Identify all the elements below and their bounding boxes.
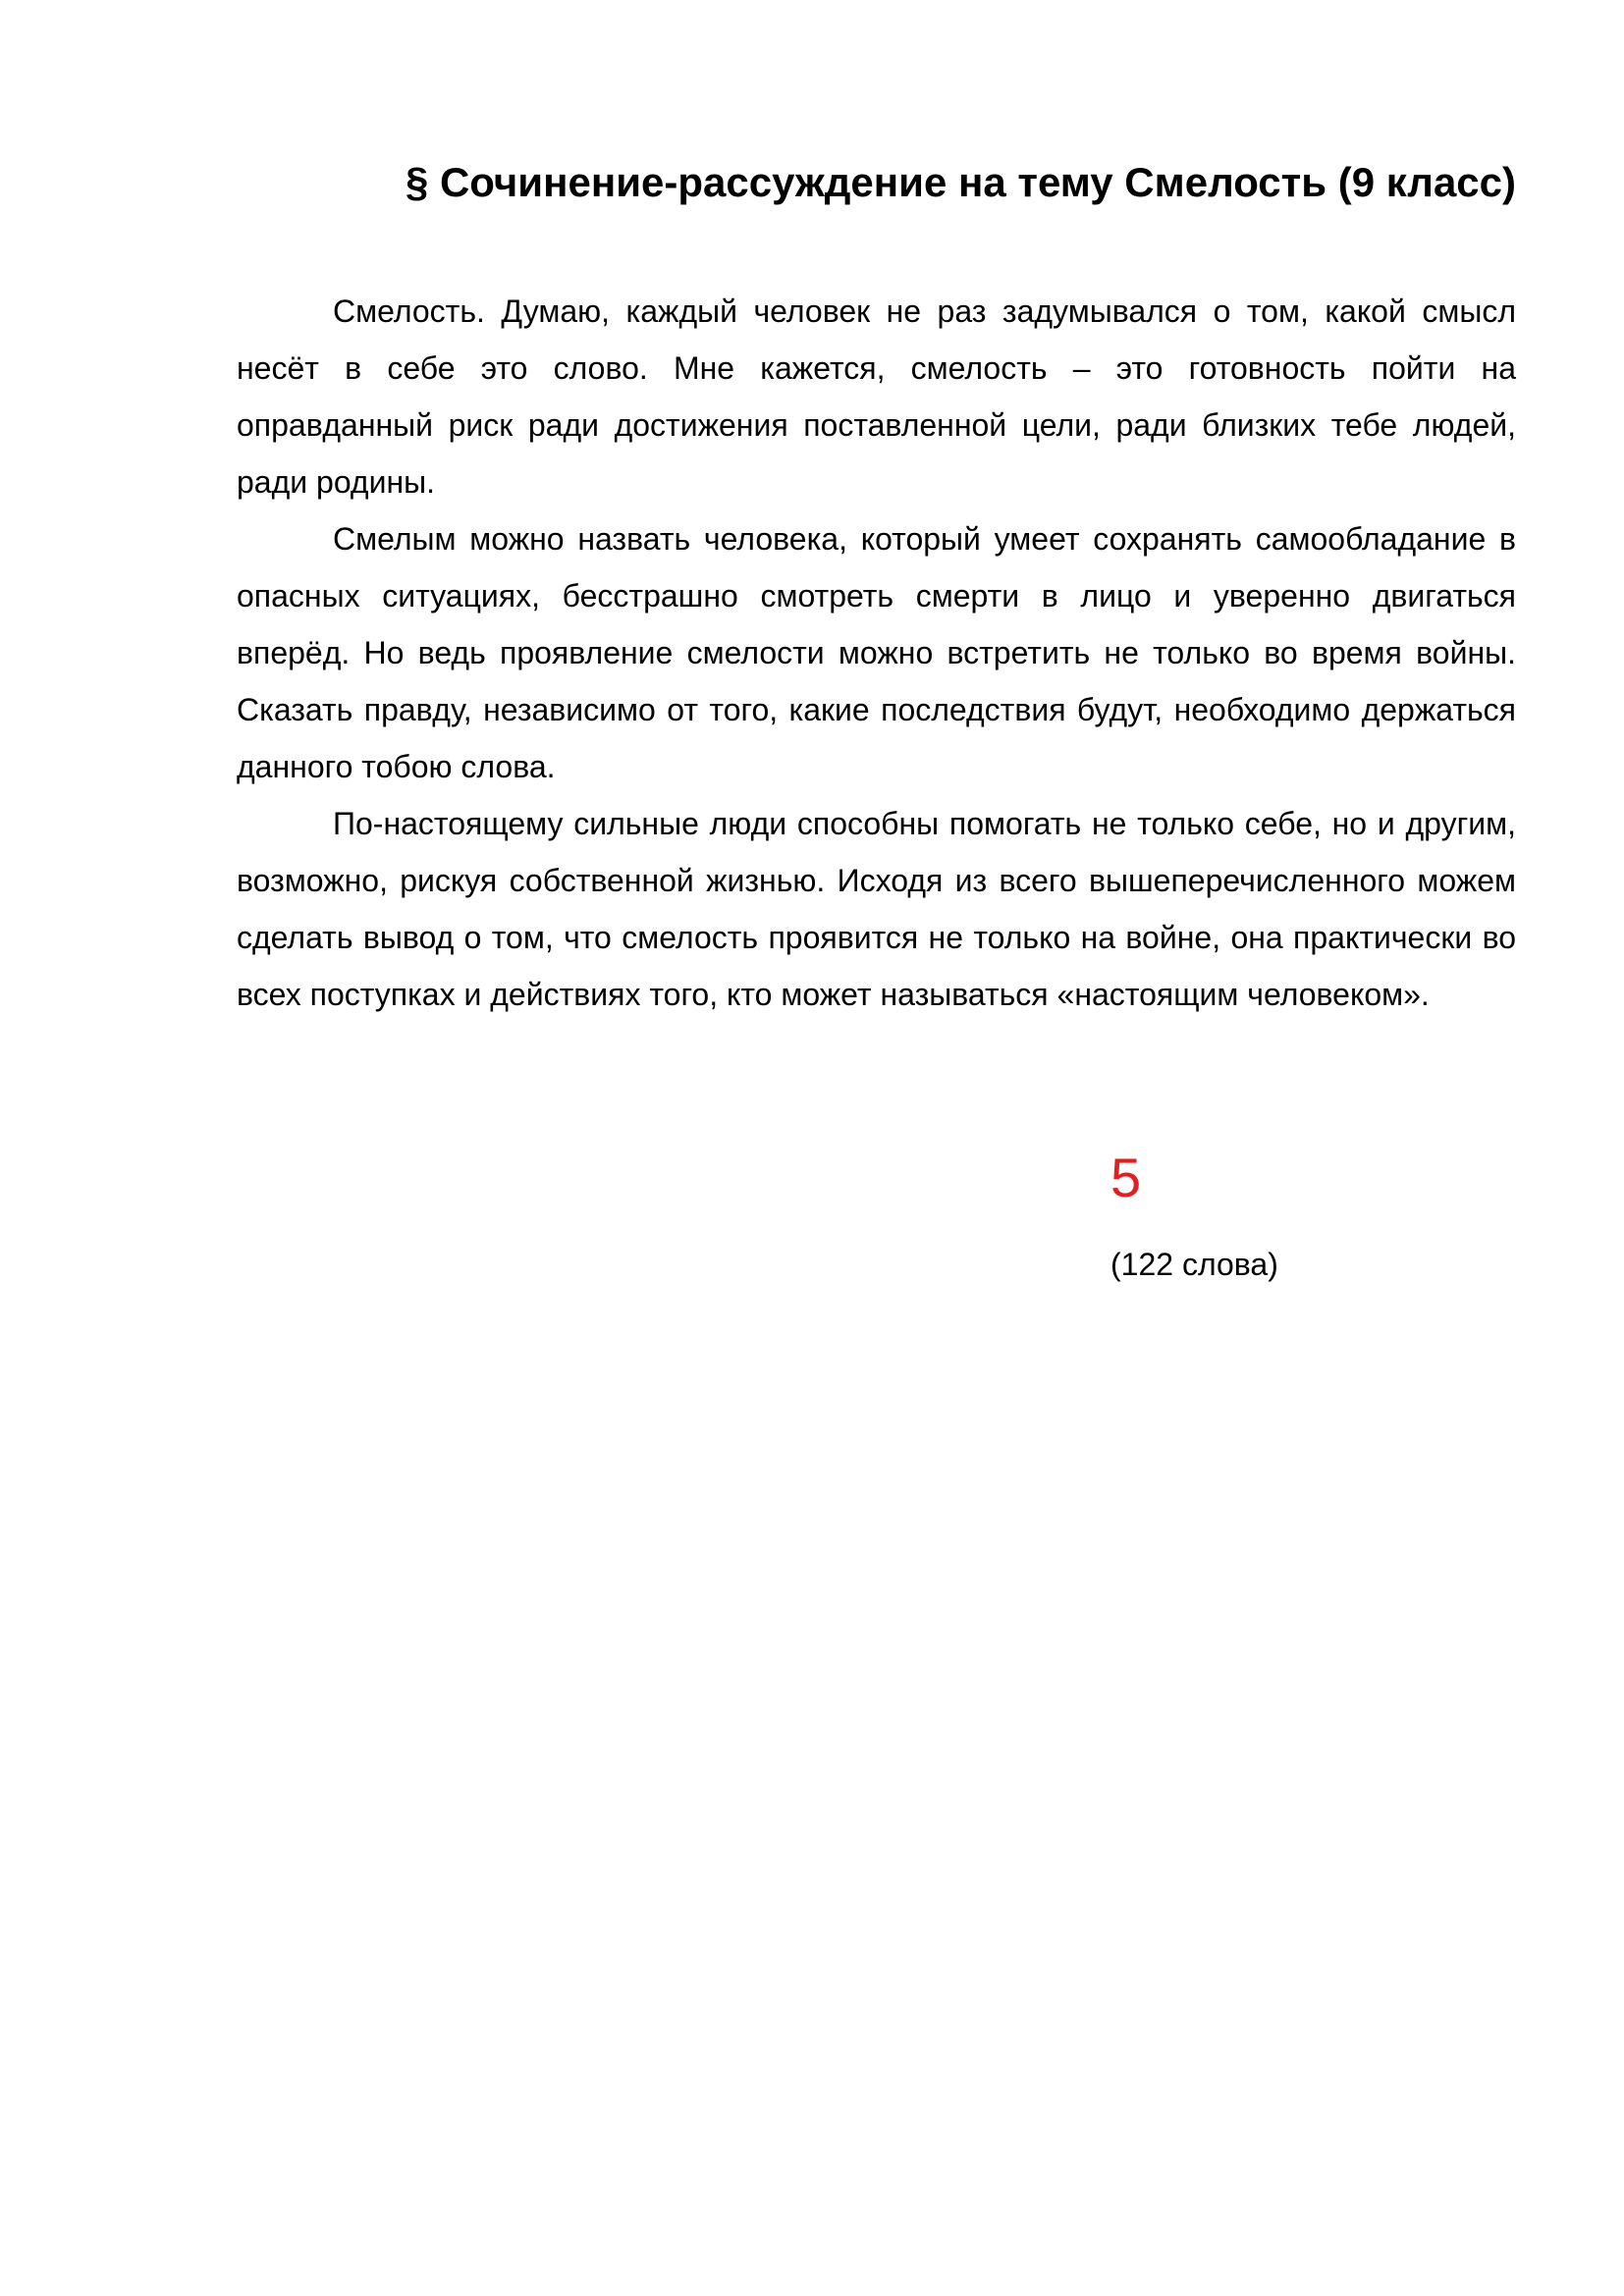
grade-mark: 5 — [1110, 1147, 1142, 1208]
document-title: § Сочинение-рассуждение на тему Смелость (9 класс) — [405, 159, 1516, 205]
essay-paragraph-1: Смелость. Думаю, каждый человек не раз задумывался о том, какой смысл несёт в себе это слово. Мне кажется, смелость – это готовность пойти на оправданный риск ради достижения поставленной цели, ради близких тебе людей, ради родины. — [237, 294, 1516, 500]
essay-paragraph-2: Смелым можно назвать человека, который умеет сохранять самообладание в опасных ситуациях, бесстрашно смотреть смерти в лицо и уверенно двигаться вперёд. Но ведь проявление смелости можно встретить не только во время войны. Сказать правду, независимо от того, какие последствия будут, необходимо держаться данного тобою слова. — [237, 521, 1516, 784]
essay-paragraph-3: По-настоящему сильные люди способны помогать не только себе, но и другим, возможно, рискуя собственной жизнью. Исходя из всего вышеперечисленного можем сделать вывод о том, что смелость проявится не только на войне, она практически во всех поступках и действиях того, кто может называться «настоящим человеком». — [237, 806, 1516, 1012]
word-count: (122 слова) — [1110, 1247, 1278, 1282]
essay-body — [237, 283, 1516, 1023]
